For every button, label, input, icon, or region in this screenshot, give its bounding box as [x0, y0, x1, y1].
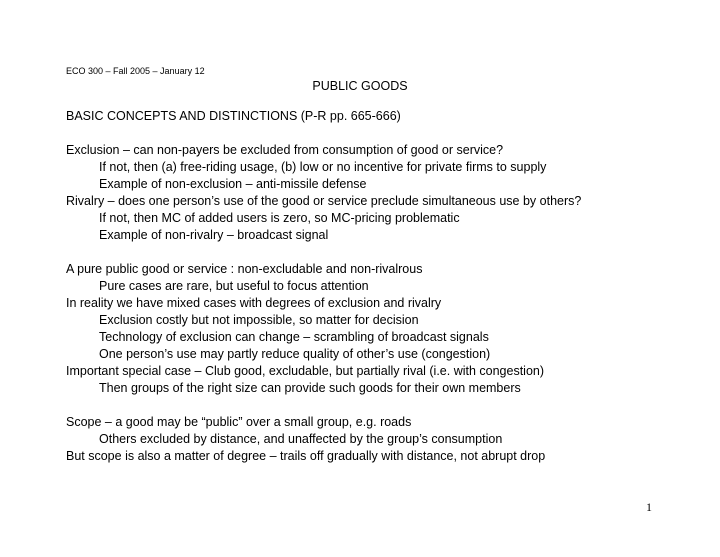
- subpoint-line: One person’s use may partly reduce quality of other’s use (congestion): [99, 347, 491, 361]
- topic-line-club-good: Important special case – Club good, excludable, but partially rival (i.e. with congestion): [66, 364, 545, 378]
- blank-line: [66, 244, 706, 261]
- subpoint-line: Others excluded by distance, and unaffected by the group’s consumption: [99, 432, 503, 446]
- section-heading: BASIC CONCEPTS AND DISTINCTIONS (P-R pp. 665-666): [66, 109, 401, 123]
- topic-line-pure-public-good: A pure public good or service : non-excludable and non-rivalrous: [66, 262, 423, 276]
- blank-line: [66, 125, 706, 142]
- blank-line: [66, 397, 706, 414]
- subpoint-line: Technology of exclusion can change – scrambling of broadcast signals: [99, 330, 489, 344]
- subpoint-line: Then groups of the right size can provide such goods for their own members: [99, 381, 521, 395]
- subpoint-line: Pure cases are rare, but useful to focus attention: [99, 279, 369, 293]
- subpoint-line: If not, then (a) free-riding usage, (b) low or no incentive for private firms to supply: [99, 160, 547, 174]
- subpoint-line: Example of non-exclusion – anti-missile defense: [99, 177, 367, 191]
- document-body: [66, 108, 706, 465]
- page-title: PUBLIC GOODS: [312, 79, 408, 93]
- page-number: 1: [646, 500, 652, 514]
- subpoint-line: If not, then MC of added users is zero, so MC-pricing problematic: [99, 211, 460, 225]
- subpoint-line: Exclusion costly but not impossible, so matter for decision: [99, 313, 419, 327]
- topic-line-scope-degree: But scope is also a matter of degree – trails off gradually with distance, not abrupt drop: [66, 449, 546, 463]
- course-date-line: ECO 300 – Fall 2005 – January 12: [66, 66, 205, 76]
- topic-line-scope: Scope – a good may be “public” over a small group, e.g. roads: [66, 415, 412, 429]
- topic-line-exclusion: Exclusion – can non-payers be excluded from consumption of good or service?: [66, 143, 504, 157]
- subpoint-line: Example of non-rivalry – broadcast signal: [99, 228, 329, 242]
- topic-line-mixed-cases: In reality we have mixed cases with degrees of exclusion and rivalry: [66, 296, 442, 310]
- topic-line-rivalry: Rivalry – does one person’s use of the good or service preclude simultaneous use by others?: [66, 194, 582, 208]
